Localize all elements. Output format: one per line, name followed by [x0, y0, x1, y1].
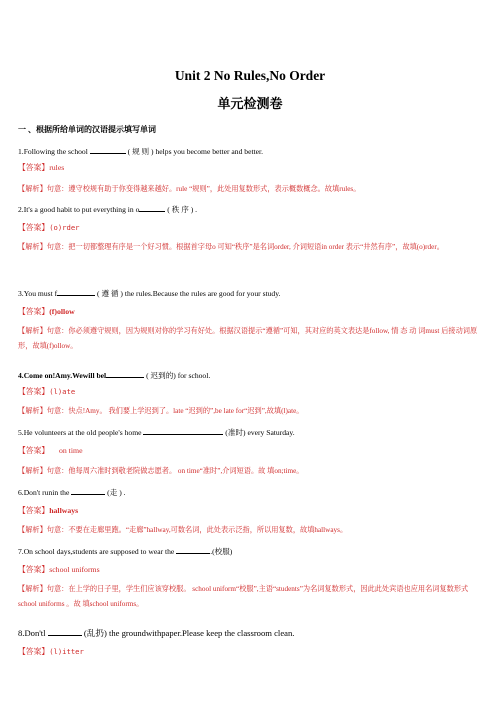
answer-blank: [139, 202, 165, 212]
answer-blank: [57, 286, 95, 296]
question-1: 1.Following the school ( 规 则 ) helps you become better and better.: [18, 144, 486, 158]
explanation-1: 【解析】句意：遵守校规有助于你变得越来越好。rule “规则”，此处用复数形式，表示概数概念。故填rules。: [18, 185, 361, 193]
answer-4: 【答案】(l)ate: [18, 387, 76, 396]
question-8: 8.Don'tl (乱扔) the groundwithpaper.Please keep the classroom clean.: [18, 628, 295, 638]
answer-8: 【答案】(l)itter: [18, 647, 84, 656]
question-7: 7.On school days,students are supposed to wear the .(校服): [18, 544, 486, 558]
answer-blank: [71, 485, 105, 495]
answer-blank: [176, 544, 210, 554]
question-2: 2.It's a good habit to put everything in o ( 秩 序 ) .: [18, 202, 486, 216]
question-5: 5.He volunteers at the old people's home (准时) every Saturday.: [18, 425, 486, 439]
answer-blank: [90, 144, 126, 154]
question-4: 4.Come on!Amy.Wewill bel ( 迟到的) for school.: [18, 368, 486, 382]
answer-3: 【答案】(f)ollow: [18, 307, 75, 316]
question-3: 3.You must f ( 遵 循 ) the rules.Because the rules are good for your study.: [18, 286, 486, 300]
document-subtitle: 单元检测卷: [217, 96, 283, 111]
explanation-4: 【解析】句意：快点!Amy。 我们要上学迟到了。late “迟到的”,be late for“迟到”,故填(l)ate。: [18, 407, 304, 415]
question-6: 6.Don't runin the (走 ) .: [18, 485, 486, 499]
answer-6: 【答案】hallways: [18, 506, 79, 515]
explanation-5: 【解析】句意：他每周六准时到敬老院做志愿者。 on time“准时”,介词短语。故 填on;time。: [18, 467, 304, 475]
section-heading: 一 、根据所给单词的汉语提示填写单词: [18, 125, 156, 134]
explanation-3: 【解析】句意：你必须遵守规则，因为规则对你的学习有好处。根据汉语提示“遵循”可知，其对应的英文表达是follow, 情 态 动 词must 后接动词原形，故填(f)ollow。: [18, 327, 478, 350]
answer-7: 【答案】school uniforms: [18, 565, 100, 574]
explanation-7: 【解析】句意：在上学的日子里，学生们应该穿校服。 school uniform“校服”,主语“students”为名词复数形式，因此此处宾语也应用名词复数形式school uniforms 。故 填school uniforms。: [18, 585, 469, 608]
answer-1: 【答案】rules: [18, 163, 65, 172]
explanation-2: 【解析】句意：把一切都整理有序是一个好习惯。根据首字母o 可知“秩序”是名词order, 介词短语in order 表示“井然有序”，故填(o)rder。: [18, 243, 444, 251]
answer-blank: [106, 368, 144, 378]
answer-5: 【答案】 on time: [18, 446, 83, 455]
explanation-6: 【解析】句意：不要在走廊里跑。“走廊”hallway,可数名词，此处表示泛指，所以用复数，故填hallways。: [18, 526, 348, 534]
document-title: Unit 2 No Rules,No Order: [174, 68, 326, 83]
answer-blank: [48, 626, 82, 636]
answer-2: 【答案】(o)rder: [18, 223, 80, 232]
answer-blank: [143, 425, 223, 435]
